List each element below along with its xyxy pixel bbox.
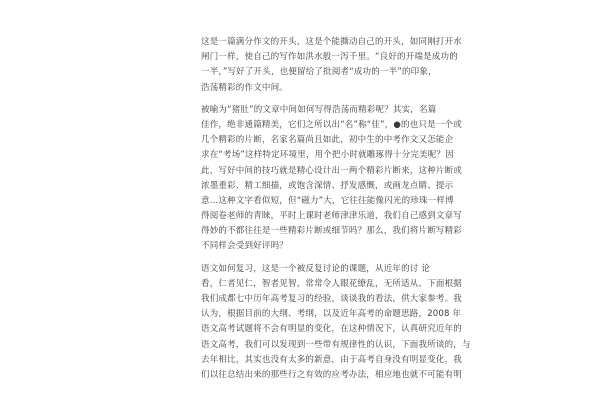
text-line: 闸门一样，使自己的写作如洪水般一泻千里。“良好的开端是成功的	[201, 52, 458, 63]
text-line: 意…这种文字看似短，但“磁力”大，它往往能像闪光的珍珠一样博	[201, 195, 454, 206]
text-body	[201, 35, 471, 383]
text-line: 们以往总结出来的那些行之有效的应考办法，相应地也就不可能有明	[201, 369, 463, 380]
text-line: 不同样会受到好评吗？	[201, 241, 289, 252]
text-line: 这是一篇满分作文的开头，这是个能撕动自己的开头，如同刚打开水	[201, 37, 463, 47]
text-line: 语文高考试题将不会有明显的变化，在这种情况下，认真研究近年的	[201, 324, 463, 335]
paragraph-gap	[201, 96, 401, 103]
text-line: 看，仁者见仁，智者见智，常常令人眼花缭乱，无所适从。下面根据	[201, 278, 463, 289]
text-line: 去年相比，其实也没有太多的新意，由于高考自身没有明显变化，我	[201, 354, 463, 365]
text-line: 此，写好中间的技巧就是精心设计出一两个精彩片断来，这种片断或	[201, 165, 463, 176]
text-line: 佳作，绝非通篇精美，它们之所以出“名”称“佳”，●的也只是一个或	[201, 119, 462, 130]
text-line: 语文如何复习，这是一个被反复讨论的课题，从近年的讨 论	[201, 263, 431, 274]
text-line: 几个精彩的片断，名家名篇尚且如此，初中生的中考作文又怎能企	[201, 135, 454, 146]
text-line: 我们成都七中历年高考复习的经验，谈谈我的看法，供大家参考。我	[201, 294, 463, 304]
text-line: 浩荡精彩的作文中间。	[201, 82, 289, 93]
text-line: 得阅卷老师的青睐，平时上课时老师津津乐道，我们自己感到文章写	[201, 211, 463, 222]
paragraph-gap	[201, 255, 401, 262]
paragraph-1	[201, 35, 463, 96]
text-line: 被喻为“猪肚”的文章中间如何写得浩荡而精彩呢？其实，名篇	[201, 104, 437, 115]
paragraph-3	[201, 262, 471, 384]
paragraph-2	[201, 103, 463, 255]
text-line: 得妙的不都往往是一些精彩片断或细节吗？那么，我们将片断写精彩	[201, 226, 463, 237]
text-line: 一半，”写好了开头，也便留给了批阅者“成功的一半”的印象，	[201, 67, 437, 78]
text-line: 求在“考场”这样特定环境里，用个把小时就雕琢得十分完美呢？因	[201, 150, 454, 161]
text-line: 语文高考，我们可以发现到一些带有规律性的认识，下面我所谈的，与	[201, 339, 471, 350]
text-line: 浓墨重彩、精工细描，或饱含深情、抒发感慨，或画龙点睛、提示	[201, 180, 454, 191]
text-line: 认为，根据目前的大纲、考纲，以及近年高考的命题思路，2008 年	[201, 309, 462, 320]
